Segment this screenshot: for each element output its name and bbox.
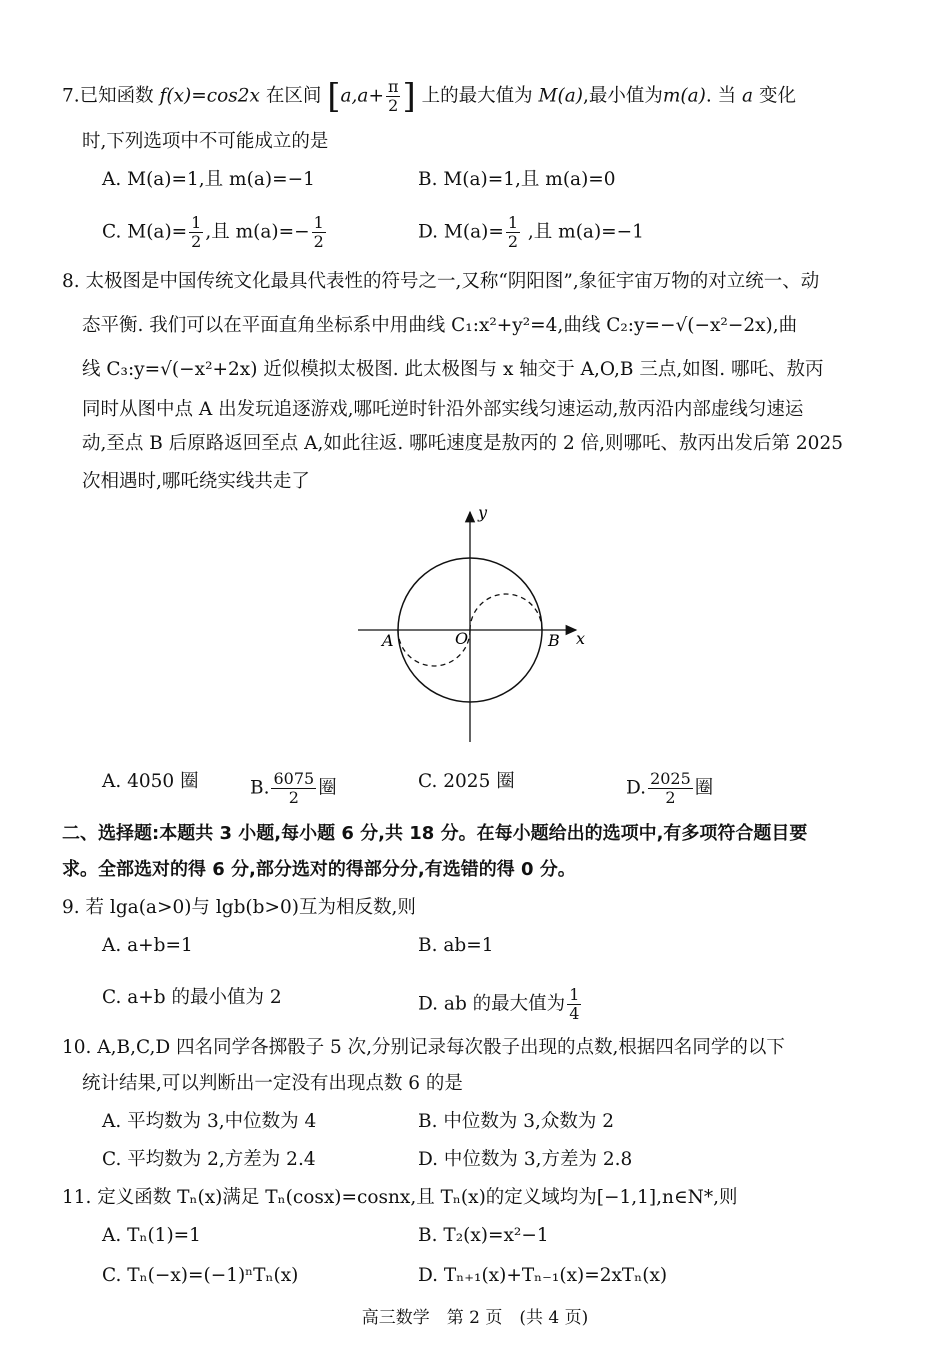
q8-line4: 同时从图中点 A 出发玩追逐游戏,哪吒逆时针沿外部实线匀速运动,敖丙沿内部虚线匀速运 <box>82 399 804 420</box>
q7-d-suffix: ,且 m(a)=−1 <box>522 221 644 243</box>
q10-option-b: B. 中位数为 3,众数为 2 <box>418 1111 615 1132</box>
q7-option-d <box>418 214 644 251</box>
q11-option-c: C. Tₙ(−x)=(−1)ⁿTₙ(x) <box>102 1265 299 1286</box>
q7-function: f(x)=cos2x <box>159 85 266 107</box>
q8-b-suffix: 圈 <box>318 777 337 799</box>
q7-c-frac1: $\frac{1}{2}$ <box>191 213 202 251</box>
q7-interval-a: a,a+ <box>340 85 384 107</box>
q10-option-c: C. 平均数为 2,方差为 2.4 <box>102 1149 316 1170</box>
q7-option-a: A. M(a)=1,且 m(a)=−1 <box>102 169 315 190</box>
q7-stem-line1 <box>62 78 796 115</box>
q7-d-frac: $\frac{1}{2}$ <box>507 213 519 251</box>
q10-line1: 10. A,B,C,D 四名同学各掷骰子 5 次,分别记录每次骰子出现的点数,根据四名同学的以下 <box>62 1037 785 1058</box>
q8-d-frac: $\frac{2025}{2}$ <box>650 769 691 807</box>
q8-line2: 态平衡. 我们可以在平面直角坐标系中用曲线 C₁:x²+y²=4,曲线 C₂:y=−√(−x²−2x),曲 <box>82 315 798 336</box>
q7-interval-fraction: $\frac{\pi}{2}$ <box>387 77 399 115</box>
q7-stem-part: 在区间 <box>265 85 322 107</box>
q11-stem: 11. 定义函数 Tₙ(x)满足 Tₙ(cosx)=cosnx,且 Tₙ(x)的定义域均为[−1,1],n∈N*,则 <box>62 1187 738 1208</box>
q8-line5: 动,至点 B 后原路返回至点 A,如此往返. 哪吒速度是敖丙的 2 倍,则哪吒、敖丙出发后第 2025 <box>82 433 843 454</box>
q7-ma: m(a) <box>662 85 706 107</box>
q8-line6: 次相遇时,哪吒绕实线共走了 <box>82 471 310 492</box>
q10-option-d: D. 中位数为 3,方差为 2.8 <box>418 1149 633 1170</box>
q9-d-frac: $\frac{1}{4}$ <box>569 985 580 1023</box>
q10-option-a: A. 平均数为 3,中位数为 4 <box>102 1111 317 1132</box>
q8-b-frac: $\frac{6075}{2}$ <box>273 769 315 807</box>
q7-c-prefix: C. M(a)= <box>102 221 188 243</box>
q10-line2: 统计结果,可以判断出一定没有出现点数 6 的是 <box>82 1073 463 1094</box>
q8-line1: 8. 太极图是中国传统文化最具代表性的符号之一,又称“阴阳图”,象征宇宙万物的对立统一、动 <box>62 271 820 292</box>
q7-option-c <box>102 214 328 251</box>
q9-stem: 9. 若 lga(a>0)与 lgb(b>0)互为相反数,则 <box>62 897 416 918</box>
label-x: x <box>576 629 586 648</box>
q9-option-a: A. a+b=1 <box>102 935 193 956</box>
dashed-curve-c3 <box>470 594 542 630</box>
q7-stem-part: 7.已知函数 <box>62 85 154 107</box>
q9-option-c: C. a+b 的最小值为 2 <box>102 987 282 1008</box>
q8-option-b <box>250 770 337 807</box>
q7-interval-open: [ <box>327 76 341 117</box>
q11-option-d: D. Tₙ₊₁(x)+Tₙ₋₁(x)=2xTₙ(x) <box>418 1265 668 1286</box>
q8-option-d <box>626 770 713 807</box>
q7-interval-close: ] <box>402 76 416 117</box>
q11-option-a: A. Tₙ(1)=1 <box>102 1225 201 1246</box>
q8-option-c: C. 2025 圈 <box>418 771 515 792</box>
page-footer: 高三数学 第 2 页 (共 4 页) <box>361 1308 589 1328</box>
q9-option-d <box>418 986 583 1023</box>
q11-option-b: B. T₂(x)=x²−1 <box>418 1225 549 1246</box>
q7-stem-part: ,最小值为 <box>582 85 663 107</box>
q7-c-mid: ,且 m(a)=− <box>205 221 310 243</box>
q7-option-b: B. M(a)=1,且 m(a)=0 <box>418 169 616 190</box>
q7-stem-line2: 时,下列选项中不可能成立的是 <box>82 131 329 152</box>
label-O: O <box>455 629 469 648</box>
q7-a: a <box>742 85 754 107</box>
taiji-figure <box>350 500 600 750</box>
label-A: A <box>382 631 394 650</box>
q7-c-frac2: $\frac{1}{2}$ <box>313 213 324 251</box>
section2-line1: 二、选择题:本题共 3 小题,每小题 6 分,共 18 分。在每小题给出的选项中,有多项符合题目要 <box>62 823 808 844</box>
q8-d-prefix: D. <box>626 777 647 799</box>
label-B: B <box>548 631 560 650</box>
q9-option-b: B. ab=1 <box>418 935 494 956</box>
q9-d-prefix: D. ab 的最大值为 <box>418 993 566 1015</box>
q8-b-prefix: B. <box>250 777 270 799</box>
q8-d-suffix: 圈 <box>694 777 714 799</box>
q8-line3: 线 C₃:y=√(−x²+2x) 近似模拟太极图. 此太极图与 x 轴交于 A,O,B 三点,如图. 哪吒、敖丙 <box>82 359 824 380</box>
q7-Ma: M(a) <box>538 85 583 107</box>
label-y: y <box>478 503 488 522</box>
q7-stem-part: . 当 <box>705 85 737 107</box>
q7-stem-part: 上的最大值为 <box>421 85 533 107</box>
q7-stem-part: 变化 <box>758 85 796 107</box>
q8-option-a: A. 4050 圈 <box>102 771 199 792</box>
section2-line2: 求。全部选对的得 6 分,部分选对的得部分分,有选错的得 0 分。 <box>62 859 576 880</box>
q7-d-prefix: D. M(a)= <box>418 221 504 243</box>
